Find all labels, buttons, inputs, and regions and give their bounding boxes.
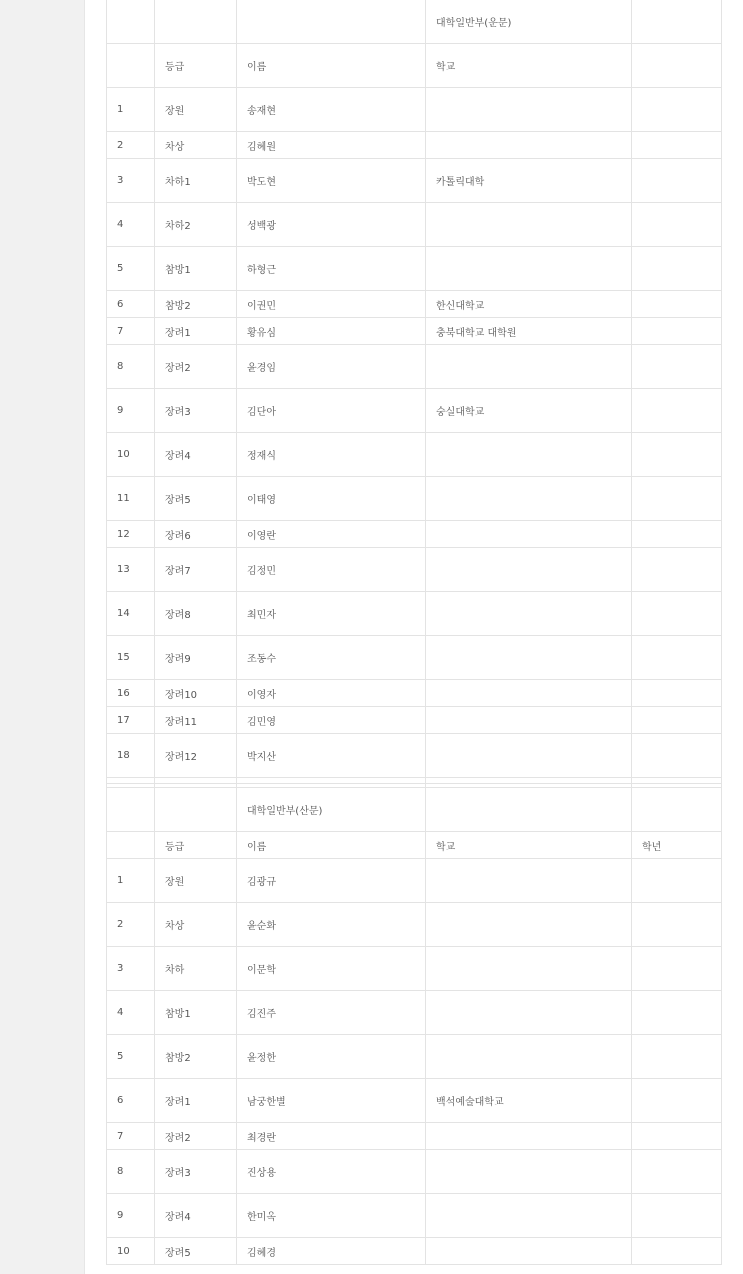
winner-row [107,592,722,636]
winner-row [107,636,722,680]
winner-school [426,636,632,680]
winner-grade: 장려5 [155,477,237,521]
winner-row [107,477,722,521]
row-number: 5 [107,1035,155,1079]
winner-name: 윤순화 [237,903,426,947]
empty-cell [155,0,237,44]
row-number: 7 [107,318,155,345]
winner-name: 남궁한별 [237,1079,426,1123]
winner-row [107,859,722,903]
winner-grade: 장려1 [155,318,237,345]
winner-name: 이영자 [237,680,426,707]
row-number: 4 [107,991,155,1035]
winner-name: 한미옥 [237,1194,426,1238]
winner-row [107,1079,722,1123]
winner-school: 숭실대학교 [426,389,632,433]
winner-row [107,159,722,203]
winner-grade: 장려7 [155,548,237,592]
row-number: 9 [107,1194,155,1238]
empty-cell [632,680,722,707]
winner-grade: 장려3 [155,389,237,433]
empty-cell [632,1035,722,1079]
empty-cell [107,832,155,859]
row-number: 17 [107,707,155,734]
winner-grade: 장려5 [155,1238,237,1265]
row-number: 11 [107,477,155,521]
header-grade: 등급 [155,44,237,88]
winner-school [426,1035,632,1079]
winner-school [426,247,632,291]
winner-school [426,1150,632,1194]
empty-cell [632,636,722,680]
winner-school [426,88,632,132]
row-number: 8 [107,1150,155,1194]
winner-name: 하형근 [237,247,426,291]
empty-cell [632,991,722,1035]
winner-name: 이권민 [237,291,426,318]
winner-grade: 차하1 [155,159,237,203]
winner-name: 이영란 [237,521,426,548]
empty-cell [426,788,632,832]
empty-cell [632,318,722,345]
empty-cell [632,389,722,433]
header-row [107,832,722,859]
winner-school [426,947,632,991]
winner-school [426,433,632,477]
winner-school: 카톨릭대학 [426,159,632,203]
winner-grade: 장원 [155,859,237,903]
row-number: 2 [107,132,155,159]
winner-grade: 차하 [155,947,237,991]
winner-name: 김광규 [237,859,426,903]
winner-school: 백석예술대학교 [426,1079,632,1123]
empty-cell [155,788,237,832]
winner-row [107,1194,722,1238]
winner-school [426,345,632,389]
empty-cell [632,1079,722,1123]
winner-row [107,1150,722,1194]
empty-cell [107,788,155,832]
winner-grade: 장려11 [155,707,237,734]
winner-name: 조동수 [237,636,426,680]
row-number: 14 [107,592,155,636]
winner-name: 김혜원 [237,132,426,159]
winner-row [107,88,722,132]
empty-cell [632,592,722,636]
winner-grade: 장려6 [155,521,237,548]
winner-row [107,521,722,548]
award-winners-table-body [107,0,722,1265]
winner-school [426,1123,632,1150]
row-number: 2 [107,903,155,947]
winner-name: 김혜경 [237,1238,426,1265]
empty-cell [632,734,722,778]
row-number: 12 [107,521,155,548]
winner-name: 성백광 [237,203,426,247]
winner-name: 이문학 [237,947,426,991]
winner-grade: 장려4 [155,1194,237,1238]
winner-row [107,203,722,247]
winner-row [107,680,722,707]
empty-cell [632,1238,722,1265]
winner-name: 최민자 [237,592,426,636]
winner-grade: 참방2 [155,291,237,318]
winner-school [426,548,632,592]
header-school: 학교 [426,832,632,859]
empty-cell [632,521,722,548]
winner-grade: 장려3 [155,1150,237,1194]
winner-row [107,389,722,433]
empty-cell [632,159,722,203]
winner-school: 충북대학교 대학원 [426,318,632,345]
winner-grade: 참방1 [155,247,237,291]
row-number: 10 [107,1238,155,1265]
winner-row [107,707,722,734]
empty-cell [632,203,722,247]
award-winners-table [106,0,722,1265]
winner-grade: 차상 [155,903,237,947]
winner-row [107,318,722,345]
winner-grade: 참방2 [155,1035,237,1079]
winner-row [107,734,722,778]
winner-school [426,521,632,548]
winner-name: 이태영 [237,477,426,521]
winner-row [107,247,722,291]
winner-grade: 차하2 [155,203,237,247]
empty-cell [107,0,155,44]
winner-school [426,1238,632,1265]
winner-school [426,203,632,247]
empty-cell [632,345,722,389]
winner-grade: 장려1 [155,1079,237,1123]
winner-school [426,132,632,159]
winner-grade: 장려9 [155,636,237,680]
winner-row [107,1035,722,1079]
header-name: 이름 [237,832,426,859]
winner-grade: 참방1 [155,991,237,1035]
winner-row [107,433,722,477]
winner-school: 한신대학교 [426,291,632,318]
row-number: 10 [107,433,155,477]
empty-cell [632,903,722,947]
empty-cell [237,0,426,44]
row-number: 5 [107,247,155,291]
winner-grade: 차상 [155,132,237,159]
row-number: 3 [107,947,155,991]
row-number: 8 [107,345,155,389]
winner-school [426,859,632,903]
row-number: 1 [107,859,155,903]
empty-cell [632,247,722,291]
header-school: 학교 [426,44,632,88]
row-number: 6 [107,1079,155,1123]
row-number: 13 [107,548,155,592]
row-number: 6 [107,291,155,318]
winner-school [426,734,632,778]
winner-grade: 장려12 [155,734,237,778]
winner-name: 박도현 [237,159,426,203]
winner-grade: 장려2 [155,1123,237,1150]
empty-cell [632,788,722,832]
winner-grade: 장려2 [155,345,237,389]
winner-grade: 장려4 [155,433,237,477]
winner-grade: 장려8 [155,592,237,636]
empty-cell [632,1123,722,1150]
empty-cell [632,477,722,521]
empty-cell [632,947,722,991]
winner-school [426,680,632,707]
winner-name: 김정민 [237,548,426,592]
empty-cell [632,0,722,44]
empty-cell [632,1194,722,1238]
winner-grade: 장려10 [155,680,237,707]
section-title: 대학일반부(산문) [237,788,426,832]
winner-row [107,1238,722,1265]
winner-row [107,548,722,592]
section-title-row [107,788,722,832]
section-title-row [107,0,722,44]
winner-name: 진상용 [237,1150,426,1194]
row-number: 3 [107,159,155,203]
winner-row [107,345,722,389]
empty-cell [632,44,722,88]
empty-cell [632,859,722,903]
row-number: 18 [107,734,155,778]
row-number: 1 [107,88,155,132]
winner-row [107,132,722,159]
winner-name: 윤정한 [237,1035,426,1079]
winner-school [426,477,632,521]
winner-school [426,1194,632,1238]
empty-cell [632,291,722,318]
empty-cell [632,433,722,477]
empty-cell [632,1150,722,1194]
empty-cell [632,548,722,592]
winner-name: 황유심 [237,318,426,345]
empty-cell [632,88,722,132]
winner-name: 김단아 [237,389,426,433]
empty-cell [107,44,155,88]
header-year: 학년 [632,832,722,859]
winner-row [107,991,722,1035]
winner-name: 김민영 [237,707,426,734]
empty-cell [632,707,722,734]
header-row [107,44,722,88]
winner-name: 최경란 [237,1123,426,1150]
row-number: 15 [107,636,155,680]
winner-school [426,592,632,636]
row-number: 9 [107,389,155,433]
winner-row [107,947,722,991]
winner-grade: 장원 [155,88,237,132]
winner-school [426,903,632,947]
winner-row [107,291,722,318]
winner-name: 정재식 [237,433,426,477]
winner-row [107,1123,722,1150]
winner-school [426,707,632,734]
header-name: 이름 [237,44,426,88]
winner-name: 윤경임 [237,345,426,389]
row-number: 7 [107,1123,155,1150]
winner-name: 송재현 [237,88,426,132]
winner-name: 박지산 [237,734,426,778]
winner-name: 김진주 [237,991,426,1035]
empty-cell [632,132,722,159]
left-gutter [0,0,85,1274]
section-title: 대학일반부(운문) [426,0,632,44]
winner-school [426,991,632,1035]
row-number: 16 [107,680,155,707]
row-number: 4 [107,203,155,247]
header-grade: 등급 [155,832,237,859]
winner-row [107,903,722,947]
